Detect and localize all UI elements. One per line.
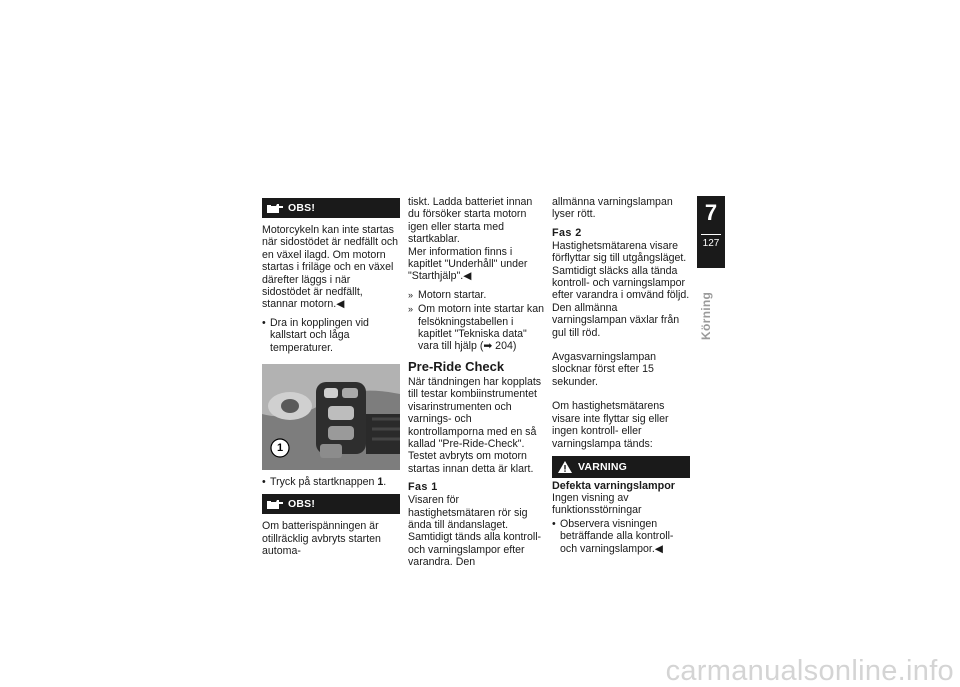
hand-pointer-icon: [262, 203, 288, 214]
note-header-1: [262, 198, 400, 218]
warning-header: [552, 456, 690, 478]
warning-heading: Defekta varningslampor: [552, 479, 676, 492]
fas2-heading: Fas 2: [552, 226, 582, 239]
fas2-text: Hastighetsmätarena visare förflyttar sig till utgångsläget. Samtidigt släcks alla tända kontroll- och varningslampor efter varandra i omvänd följd. Den allmänna varningslampan växlar från gul till röd.: [552, 239, 690, 339]
section-heading: Pre-Ride Check: [408, 358, 505, 374]
watermark: carmanualsonline.info: [665, 654, 954, 687]
section-intro: När tändningen har kopplats till testar kombiinstrumentet visarinstrumenten och varnings- och kontrollamporna med en så kallad "Pre-Ride-Check". Testet avbryts om motorn startas innan detta är klart.: [408, 375, 542, 475]
list-item: » Motorn startar.: [408, 288, 487, 301]
list-item: • Dra in kopplingen vid kallstart och låga temperaturer.: [262, 316, 369, 354]
list-item: • Tryck på startknappen 1.: [262, 476, 387, 489]
page-number: 127: [702, 238, 720, 249]
chapter-side-label: Körning: [699, 291, 713, 340]
column-3: [552, 196, 690, 561]
continued-text: tiskt. Ladda batteriet innan du försöker starta motorn igen eller starta med startkablar.: [408, 196, 533, 246]
fas1-text: Visaren för hastighetsmätaren rör sig ända till ändanslaget. Samtidigt tänds alla kontroll- och varningslampor efter varandra. Den: [408, 494, 542, 569]
chapter-number: 7: [704, 200, 718, 225]
note-header-2: [262, 494, 400, 514]
paragraph: Avgasvarningslampan slocknar först efter 15 sekunder.: [552, 351, 657, 388]
note-text-1: Motorcykeln kan inte startas när sidostödet är nedfällt och en växel ilagd. Om motorn startas i friläge och en växel därefter läggs i när sidostödet är nedfällt, stannar motorn.◀: [262, 224, 399, 311]
photo-callout-label: 1: [276, 442, 284, 455]
column-1: [262, 198, 400, 564]
warning-label: VARNING: [578, 460, 628, 473]
list-item: • Observera visningen beträffande alla kontroll- och varningslampor.◀: [552, 517, 674, 555]
handlebar-switch-photo: [262, 364, 400, 470]
note-text-2: Om batterispänningen är otillräcklig avbryts starten automa-: [262, 520, 381, 558]
note-label: OBS!: [288, 498, 316, 511]
list-item: » Om motorn inte startar kan felsökningstabellen i kapitlet "Tekniska data" vara till hjälp (➡ 204): [408, 303, 544, 353]
paragraph: Om hastighetsmätarens visare inte flyttar sig eller ingen kontroll- eller varningslampa tänds:: [552, 400, 669, 450]
note-label: OBS!: [288, 201, 316, 214]
column-2: [408, 196, 546, 575]
fas1-heading: Fas 1: [408, 481, 438, 494]
chapter-tab: [697, 196, 725, 268]
warning-text: Ingen visning av funktionsstörningar: [552, 491, 642, 517]
continued-text: allmänna varningslampan lyser rött.: [552, 196, 673, 221]
info-text: Mer information finns i kapitlet "Underhåll" under "Starthjälp".◀: [408, 245, 528, 283]
hand-pointer-icon: [262, 499, 288, 510]
warning-triangle-icon: [552, 461, 578, 473]
